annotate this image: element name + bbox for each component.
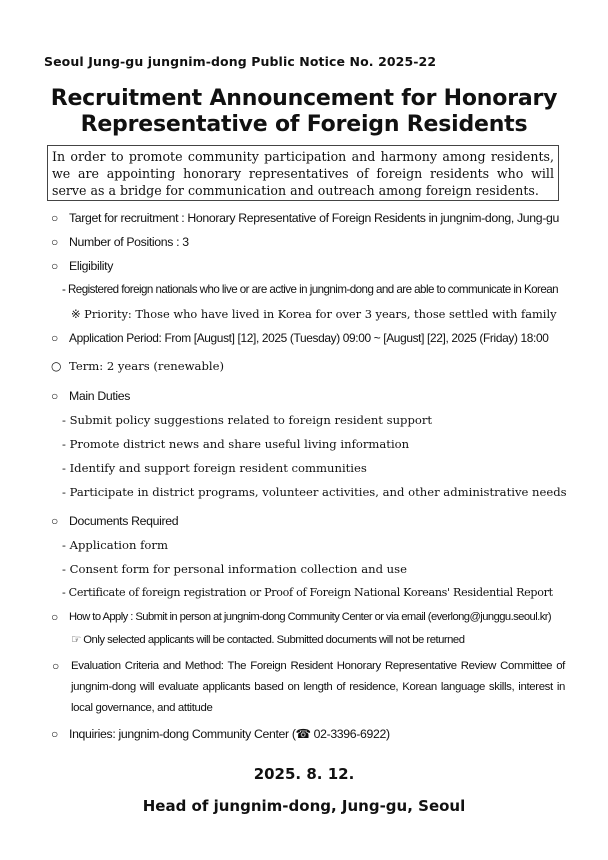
documents-heading: ○ Documents Required [69, 513, 178, 529]
evaluation-bullet-icon: ○ [52, 659, 60, 673]
target-line: ○ Target for recruitment : Honorary Representative of Foreign Residents in jungnim-dong, Jung-gu [69, 210, 559, 226]
document-item-1: - Application form [62, 538, 168, 552]
signature-line: Head of jungnim-dong, Jung-gu, Seoul [142, 797, 466, 815]
contact-note: ☞ Only selected applicants will be contacted. Submitted documents will not be returned [71, 634, 465, 646]
eligibility-item: - Registered foreign nationals who live or are active in jungnim-dong and are able to communicate in Korean [62, 283, 559, 296]
duty-item-1: - Submit policy suggestions related to foreign resident support [62, 413, 433, 427]
duty-item-2: - Promote district news and share useful living information [62, 437, 410, 451]
evaluation-paragraph: Evaluation Criteria and Method: The Foreign Resident Honorary Representative Review Committee of jungnim-dong will evaluate applicants based on length of residence, Korean language skills, interest in local governance, and attitude [71, 660, 565, 714]
title-line-2: Representative of Foreign Residents [80, 112, 528, 137]
main-duties-heading: ○ Main Duties [69, 388, 130, 404]
document-item-2: - Consent form for personal information collection and use [62, 562, 407, 576]
duty-item-4: - Participate in district programs, volunteer activities, and other administrative needs [62, 485, 567, 499]
intro-box: In order to promote community participation and harmony among residents, we are appointing honorary representatives of foreign residents who will serve as a bridge for communication and outreach among foreign residents. [47, 145, 559, 201]
positions-line: ○ Number of Positions : 3 [69, 234, 189, 250]
page-title [0, 86, 608, 138]
how-to-apply-line: ○ How to Apply : Submit in person at jungnim-dong Community Center or via email (everlong@junggu.seoul.kr) [69, 609, 551, 625]
priority-line: ※ Priority: Those who have lived in Korea for over 3 years, those settled with family [71, 307, 557, 321]
notice-number: Seoul Jung-gu jungnim-dong Public Notice No. 2025-22 [44, 54, 437, 69]
document-item-3: - Certificate of foreign registration or Proof of Foreign National Koreans' Residential Report [62, 586, 553, 599]
title-line-1: Recruitment Announcement for Honorary [50, 86, 558, 111]
duty-item-3: - Identify and support foreign resident communities [62, 461, 367, 475]
application-period-line: ○ Application Period: From [August] [12], 2025 (Tuesday) 09:00 ~ [August] [22], 2025 (Friday) 18:00 [69, 330, 549, 346]
notice-date: 2025. 8. 12. [253, 765, 355, 783]
inquiries-line: ○ Inquiries: jungnim-dong Community Center (☎ 02-3396-6922) [69, 726, 390, 742]
eligibility-heading: ○ Eligibility [69, 258, 113, 274]
term-line: ○ Term: 2 years (renewable) [69, 358, 224, 374]
